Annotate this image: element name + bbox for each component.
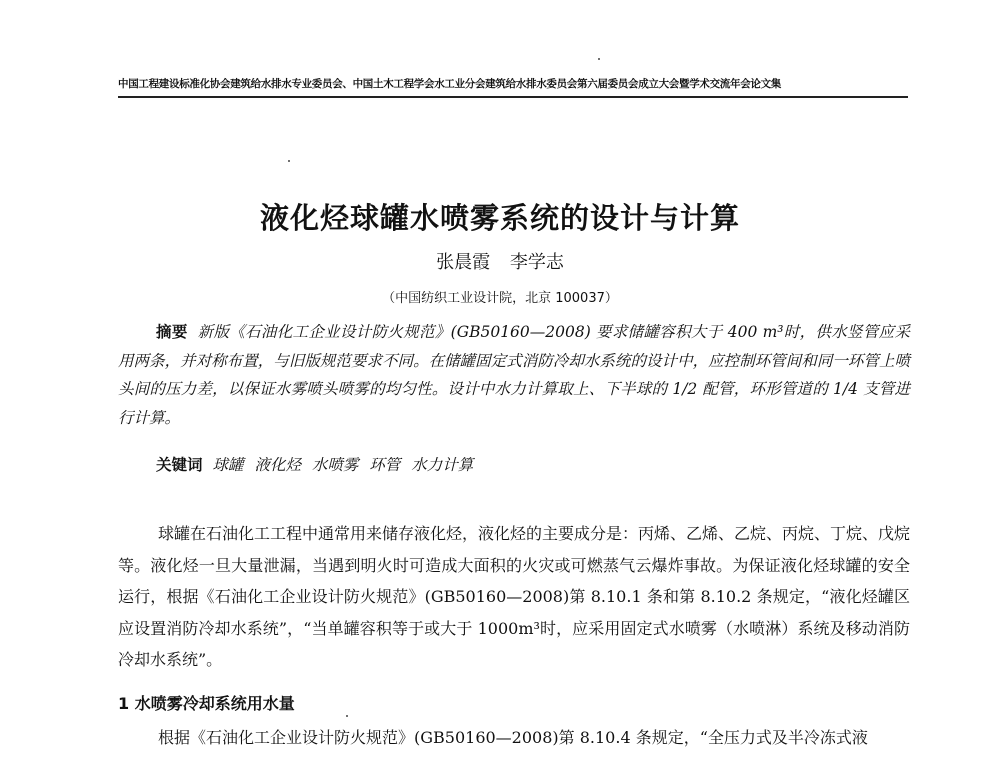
scan-speck (346, 715, 348, 717)
body-paragraph-section-1: 根据《石油化工企业设计防火规范》(GB50160—2008)第 8.10.4 条规定，“全压力式及半冷冻式液 (158, 728, 868, 747)
scan-speck (288, 160, 290, 162)
section-heading-1: 1 水喷雾冷却系统用水量 (118, 694, 295, 713)
header-rule (118, 96, 908, 98)
keywords (156, 451, 896, 479)
paper-affiliation: （中国纺织工业设计院，北京 100037） (382, 291, 618, 306)
abstract (118, 318, 910, 432)
scan-speck (598, 58, 600, 60)
body-paragraph-intro: 球罐在石油化工工程中通常用来储存液化烃，液化烃的主要成分是：丙烯、乙烯、乙烷、丙烷、丁烷、戊烷等。液化烃一旦大量泄漏，当遇到明火时可造成大面积的火灾或可燃蒸气云爆炸事故。为保证液化烃球罐的安全运行，根据《石油化工企业设计防火规范》(GB50160—2008)第 8.10.1 条和第 8.10.2 条规定，“液化烃罐区应设置消防冷却水系统”，“当单罐容积等于或大于 1000m³时，应采用固定式水喷雾（水喷淋）系统及移动消防冷却水系统”。 (118, 524, 911, 669)
paper-authors: 张晨霞 李学志 (436, 252, 564, 273)
abstract-text: 新版《石油化工企业设计防火规范》(GB50160—2008) 要求储罐容积大于 400 m³时，供水竖管应采用两条，并对称布置，与旧版规范要求不同。在储罐固定式消防冷却水系统的设计中，应控制环管间和同一环管上喷头间的压力差，以保证水雾喷头喷雾的均匀性。设计中水力计算取上、下半球的 1/2 配管，环形管道的 1/4 支管进行计算。 (118, 323, 910, 427)
paper-title: 液化烃球罐水喷雾系统的设计与计算 (259, 201, 740, 235)
keywords-label: 关键词 (156, 456, 203, 474)
running-header: 中国工程建设标准化协会建筑给水排水专业委员会、中国土木工程学会水工业分会建筑给水排水委员会第六届委员会成立大会暨学术交流年会论文集 (118, 78, 781, 90)
keywords-text: 球罐 液化烃 水喷雾 环管 水力计算 (212, 456, 474, 474)
abstract-label: 摘要 (156, 323, 188, 341)
